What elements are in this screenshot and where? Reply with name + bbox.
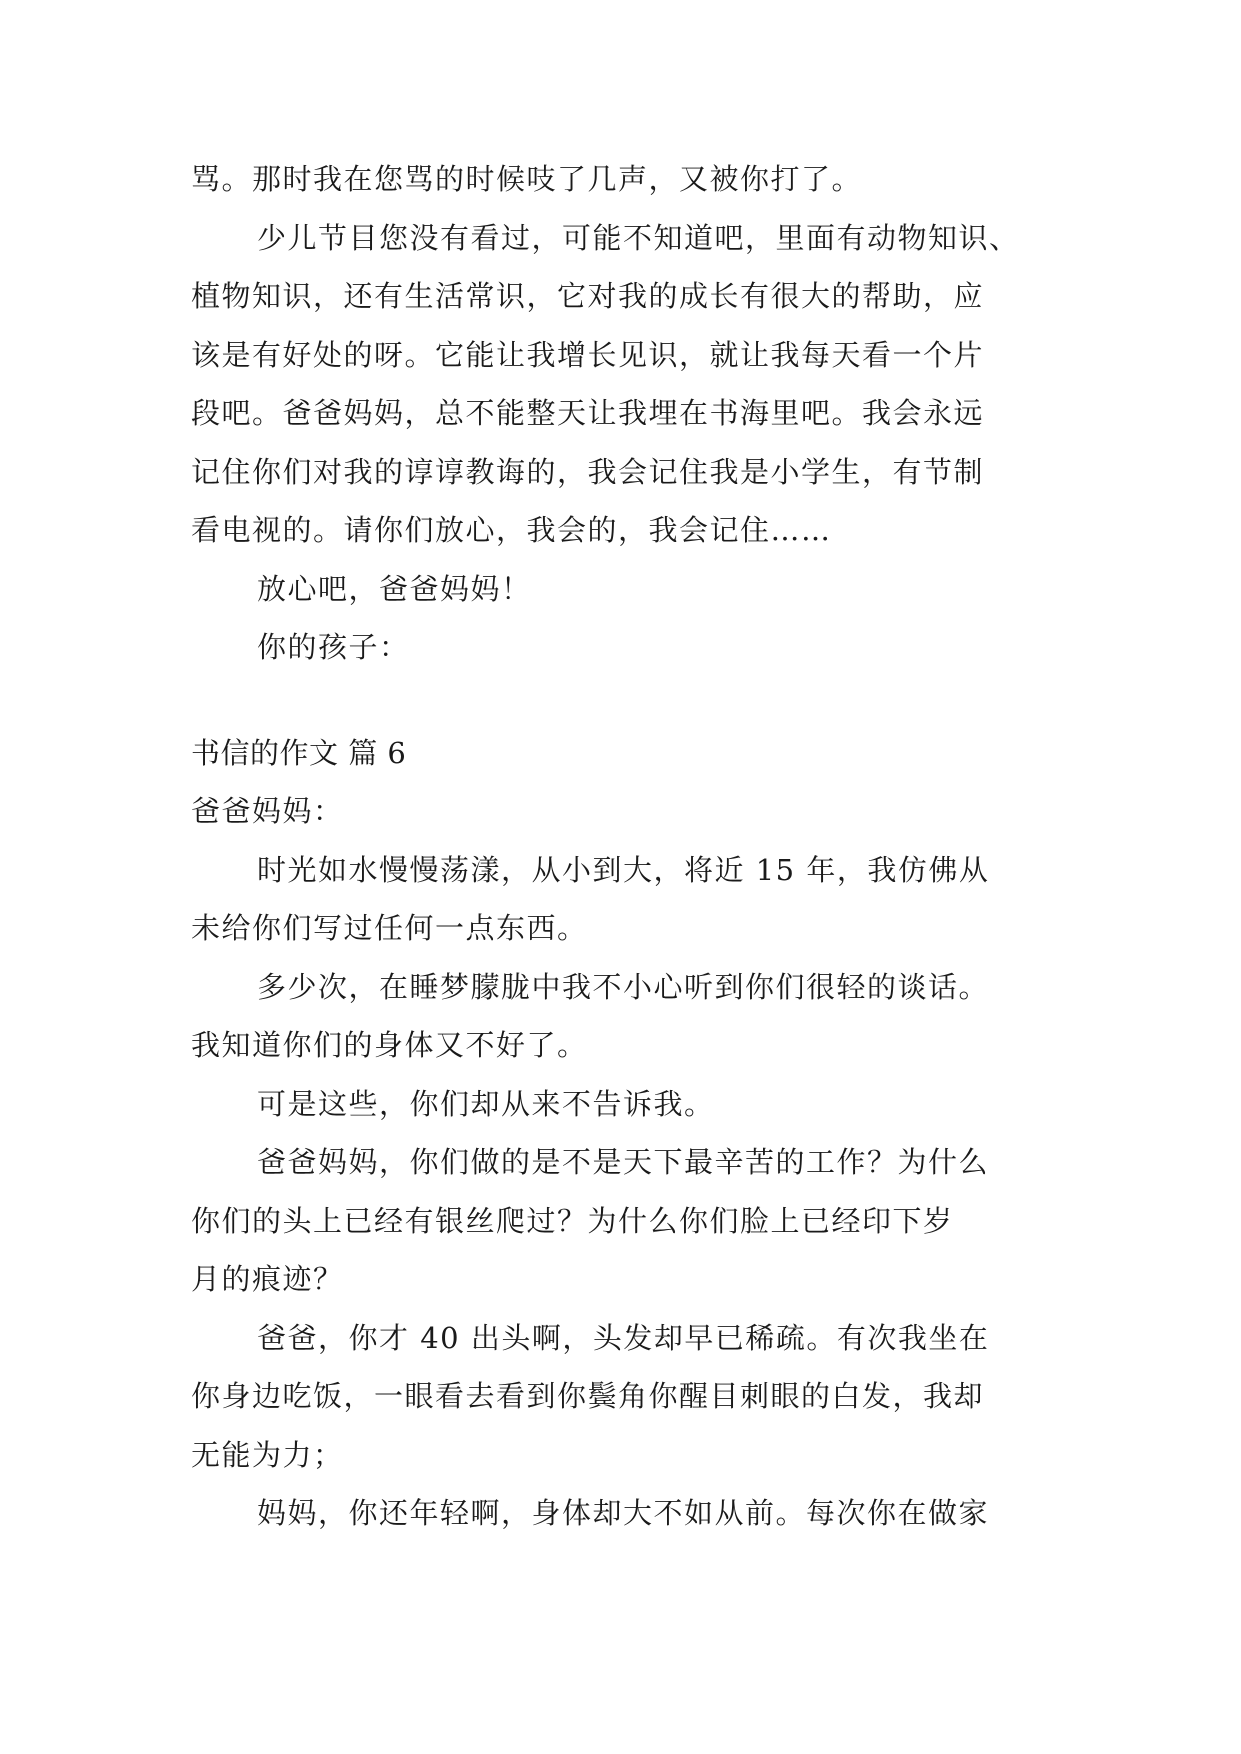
text-line: 我知道你们的身体又不好了。 — [191, 1028, 588, 1062]
text-line: 可是这些，你们却从来不告诉我。 — [257, 1086, 715, 1121]
text-line: 多少次，在睡梦朦胧中我不小心听到你们很轻的谈话。 — [257, 969, 990, 1004]
text-line: 爸爸妈妈，你们做的是不是天下最辛苦的工作？为什么 — [257, 1145, 990, 1179]
text-line: 你身边吃饭，一眼看去看到你鬓角你醒目刺眼的白发，我却 — [191, 1379, 985, 1413]
text-line: 少儿节目您没有看过，可能不知道吧，里面有动物知识、 — [257, 220, 1020, 255]
text-line: 时光如水慢慢荡漾，从小到大，将近 15 年，我仿佛从 — [257, 852, 990, 887]
text-line: 你们的头上已经有银丝爬过？为什么你们脸上已经印下岁 — [191, 1203, 954, 1238]
text-line: 段吧。爸爸妈妈，总不能整天让我埋在书海里吧。我会永远 — [191, 396, 985, 430]
text-line: 月的痕迹？ — [191, 1262, 344, 1296]
text-line: 骂。那时我在您骂的时候吱了几声，又被你打了。 — [191, 162, 863, 196]
section-gap — [191, 677, 1071, 724]
text-line: 植物知识，还有生活常识，它对我的成长有很大的帮助，应 — [191, 279, 985, 313]
letter-body — [191, 150, 1071, 1543]
text-line: 记住你们对我的谆谆教诲的，我会记住我是小学生，有节制 — [191, 454, 985, 489]
text-line: 爸爸，你才 40 出头啊，头发却早已稀疏。有次我坐在 — [257, 1320, 990, 1355]
salutation-line: 爸爸妈妈： — [191, 794, 344, 828]
section-title: 书信的作文 篇 6 — [191, 735, 407, 770]
text-line: 妈妈，你还年轻啊，身体却大不如从前。每次你在做家 — [257, 1496, 990, 1530]
text-line: 未给你们写过任何一点东西。 — [191, 911, 588, 945]
text-line: 看电视的。请你们放心，我会的，我会记住…… — [191, 513, 832, 547]
signature-line: 你的孩子： — [257, 630, 410, 664]
text-line: 无能为力； — [191, 1437, 344, 1472]
text-line: 放心吧，爸爸妈妈！ — [257, 571, 532, 606]
text-line: 该是有好处的呀。它能让我增长见识，就让我每天看一个片 — [191, 337, 985, 372]
